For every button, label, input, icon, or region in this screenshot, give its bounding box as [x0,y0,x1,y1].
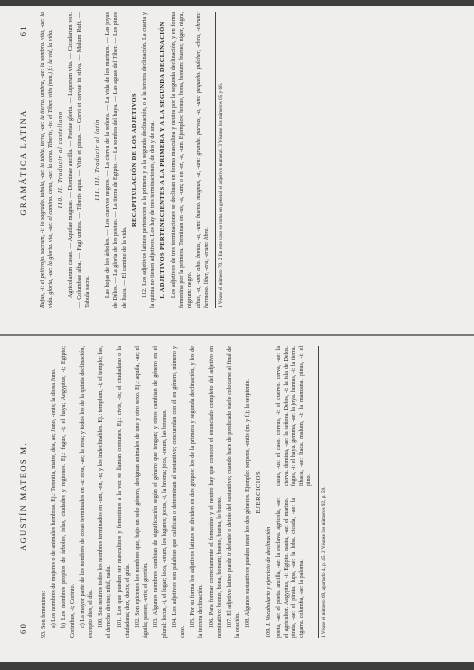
paragraph: 112. Los adjetivos latinos pertenecen a la primera y a la segunda declinación, o a la tercera declinación. La cuarta y la quinta no tienen adjetivos. Los hay de tres terminaciones, de dos y de una. [142,12,157,308]
paragraph: 101. Los que pueden ser masculinos y femeninos a la vez se llaman comunes. Ej.: civis, -is; el ciudadano o la ciudadana; dux, ducis; el guía. [116,346,131,638]
paragraph: a) Los nombres de mujeres o de animales hembras. Ej.: Terentia, matre, dea, ae; Juno, -onis; la diosa Juno. [51,368,58,628]
paragraph: Los adjetivos de tres terminaciones se declinan en forma masculina y neutra por la segunda declinación, y en forma femenina por la primera. Terminan en -us, -a, -um; o en -er, -a, -um. Ejemplos: bonus, bona, bonum: bueno; niger, nigra, nigrum: negro. [170,12,194,308]
vocabulary-list [276,346,314,638]
right-page-header [18,0,32,330]
paragraph: 93. Son femeninos: [41,590,47,638]
paragraph: 100. Son neutros todos los nombres terminados en -um, -on, -u; y los indeclinables. Ej.: templum, -i; el templo; fas, el derecho divino; nihil, nada. [98,346,113,638]
footnotes: 1 Véase el número 70. 2 En este caso se toma en general el adjetivo numeral. 3 Véanse los números 65 y 66. [215,12,225,308]
paragraph: 102. Son epicenos los nombres que, bajo un solo género, designan animales de uno y otro sexo. Ej.: aquila, -ae; el águila; passer, -eris; el gorrión. [135,346,150,638]
running-head: GRAMÁTICA LATINA [18,109,28,216]
paragraph: c) La mayor parte de los nombres de cosas terminados en -a: rosa, -ae; la rosa; y todos los de la quinta declinación, excepto dies, el día. [79,346,95,638]
paragraph: 103. Algunos nombres cambian de significación según el género que tengan; y otros cambian de género en el plural: locus, -i, el lugar; loca, -orum, los lugares; jocus, -i, la broma; joca, -orum, las bromas. [153,346,168,638]
left-page-header [18,329,32,664]
right-page [0,0,474,330]
vocabulary-column-left: poeta, -ae: el poeta. ancilla, -ae: la esclava. agricola, -ae: el agricultor. Aegyptus, -i: Egipto. nauta, -ae: el marino. pirata, -ae: el pirata. lupa, -ae: la loba. cicada, -ae: la cigarra. columba, -ae: la paloma. [276,497,305,638]
section-heading: I. ADJETIVOS PERTENECIENTES A LA PRIMERA Y A LA SEGUNDA DECLINACIÓN [159,21,167,299]
running-head: AGUSTÍN MATEOS M. [18,441,28,552]
paragraph: 108. Algunos sustantivos pueden tener los dos géneros. Ejemplo: serpens, -entis (m. y f.); la serpiente. [245,379,252,628]
paragraph: b) Los nombres propios de árboles, islas, ciudades y regiones. Ej.: fagus, -i; el haya; Aegyptus, -i; Egipto; Corinthus, -i; Corinto. [61,346,76,638]
exercise-heading: 111. III. Traducir al latín [94,119,101,201]
vocabulary-column-right: casus, -us: el caso. corvus, -i: el cuervo. cerva, -ae: la cierva. domina, -ae: la señora. Delos, -i: la isla de Delos. fagus, -i: el haya. gemma, -ae: la joya. humus, -i: la tierra. Ithaca, -ae: Ítaca. malum, -i: la manzana. pinus, -i: el pino. [276,346,313,487]
page-number: 61 [18,25,28,37]
paragraph: 105. Por su forma los adjetivos latinos se dividen en dos grupos: los de la primera y segunda declinación, y los de la tercera declinación. [190,346,205,638]
paragraph: 104. Los adjetivos son palabras que califican o determinan al sustantivo; concuerdan con él en género, número y caso. [171,346,187,638]
paragraph: Las hojas de los árboles. — Los cuervos negros. — La cierva de la señora. — La vida de los marinos. — Las joyas de Délos. — La gloria de los poetas. — La tierra de Egipto. — La sombra del haya. — Las aguas del Tíber. — Los pinos de Ítaca. — El camino de la vida. [105,12,128,308]
exercises-heading: EJERCICIOS [254,470,262,514]
section-heading: RECAPITULACIÓN DE LOS ADJETIVOS [130,93,138,227]
paragraph: 107. El adjetivo latino puede ir delante o detrás del sustantivo; cuando hace de predicado suele colocarse al final de la oración. [227,346,242,638]
page-number: 60 [18,622,28,634]
paragraph: 106. Para formar correctamente el femenino y el neutro hay que conocer el enunciado completo del adjetivo en nominativo: bonus, bona, bonum; bueno, buena, lo bueno. [208,346,223,638]
exercise-heading: 110. II. Traducir al castellano [57,111,65,209]
paragraph: Agricolarum casae. — Aquilae magnae. — Dominae ancilla. — Poetae gloria. — Luporum vita. — Cicadarum vox. — Columbae alba. — Fagi umbra. — Tiberis aqua. — Vitis et pinus. — Corvi et cervae in silva. — Malum Rufi. — Tabula sacra. [68,12,91,308]
vocabulary-list: altus, -a, -um: alto. bonus, -a, -um: bueno. magnus, -a, -um: grande. parvus, -a, -um: pequeño. pulcher, -chra, -chrum: hermoso. liber, -era, -erum: libre. [196,12,210,308]
exercise-title: 109. I. Vocabulario y ejercicio de declinación [265,526,272,638]
left-page [0,329,474,664]
left-page-body [40,346,460,638]
vocabulary-list: Rufus, -i: el pelirrojo. sacrum, -i: lo sagrado. tabula, -ae: la tabla. terra, -ae: la tierra. umbra, -ae: la sombra. vita, -ae: la vida. gloria, -ae: la gloria. via, -ae: el camino. cena, -ae: la cena. Tiberis, -is: el Tíber. vitis (mm.) f.: la vid, la viña. [40,12,54,308]
right-page-body [40,12,460,308]
footnotes: 1 Véase el número 69, apartado 4, p. 45. 2 Véanse los números 92, p. 59. [318,346,328,638]
